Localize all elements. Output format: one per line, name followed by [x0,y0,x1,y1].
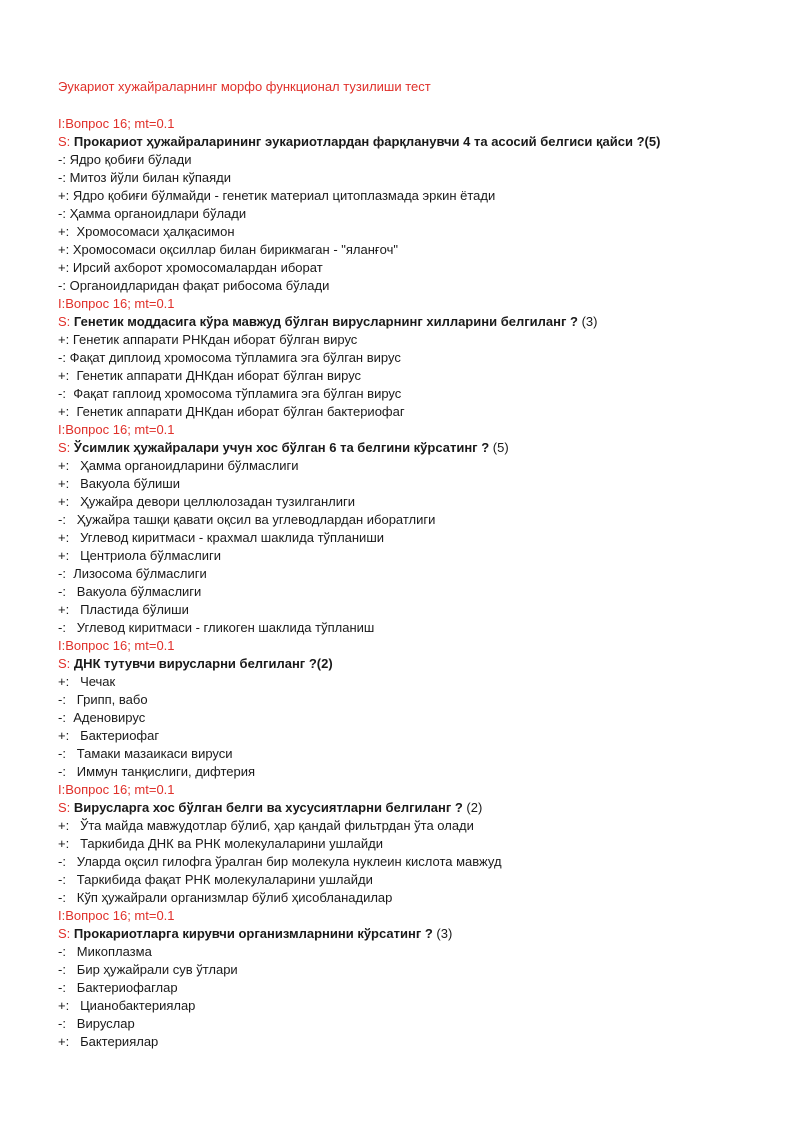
question-s-prefix: S: [58,926,71,941]
answer-marker: +: [58,404,70,419]
answer-marker: -: [58,746,66,761]
answer-marker: +: [58,368,70,383]
answer-option [58,1033,778,1051]
answer-text: Кўп ҳужайрали организмлар бўлиб ҳисобланадилар [69,890,393,905]
answer-option [58,151,778,169]
answer-option [58,673,778,691]
answer-option [58,835,778,853]
question-header: I:Вопрос 16; mt=0.1 [58,782,175,797]
answer-text: Аденовирус [69,710,146,725]
answer-marker: +: [58,476,70,491]
answer-option [58,817,778,835]
answer-marker: +: [58,836,70,851]
answer-option [58,853,778,871]
answer-marker: +: [58,602,70,617]
question-block [58,781,778,907]
answer-marker: -: [58,872,66,887]
answer-option [58,979,778,997]
answer-option [58,691,778,709]
answer-option [58,205,778,223]
answer-text: Углевод киритмаси - гликоген шаклида тўпланиш [69,620,375,635]
answer-option [58,1015,778,1033]
question-line [58,133,778,151]
answer-marker: -: [58,710,66,725]
answer-option [58,349,778,367]
answer-option [58,997,778,1015]
answer-text: Ядро қобиғи бўлмайди - генетик материал цитоплазмада эркин ётади [72,188,496,203]
answer-text: Вакуола бўлиши [72,476,180,491]
question-text: Прокариот ҳужайраларининг эукариотлардан фарқланувчи 4 та асосий белгиси қайси ? [73,134,645,149]
answer-text: Центриола бўлмаслиги [72,548,221,563]
answer-text: Хромосомаси оқсиллар билан бирикмаган - "яланғоч" [72,242,398,257]
question-s-prefix: S: [58,440,71,455]
answer-option [58,601,778,619]
question-text: Генетик моддасига кўра мавжуд бўлган вирусларнинг хилларини белгиланг ? [73,314,578,329]
answer-text: Пластида бўлиши [72,602,189,617]
answer-option [58,187,778,205]
answer-marker: -: [58,350,66,365]
answer-text: Бактериофаг [72,728,160,743]
answer-marker: +: [58,458,70,473]
answer-marker: -: [58,620,66,635]
answer-text: Ҳужайра ташқи қавати оқсил ва углеводлардан иборатлиги [69,512,436,527]
answer-text: Бактериялар [72,1034,159,1049]
answer-marker: -: [58,692,66,707]
answer-marker: -: [58,764,66,779]
question-answer-count: (5) [492,440,509,455]
answer-option [58,259,778,277]
answer-text: Фақат диплоид хромосома тўпламига эга бўлган вирус [69,350,401,365]
answer-option [58,961,778,979]
answer-option [58,529,778,547]
document-page [58,78,778,1051]
question-line [58,925,778,943]
answer-option [58,367,778,385]
answer-text: Генетик аппарати ДНКдан иборат бўлган бактериофаг [72,404,405,419]
question-block [58,115,778,295]
answer-option [58,241,778,259]
answer-marker: +: [58,530,70,545]
answer-text: Вакуола бўлмаслиги [69,584,202,599]
answer-option [58,565,778,583]
answer-text: Микоплазма [69,944,152,959]
question-block [58,295,778,421]
answer-option [58,619,778,637]
answer-text: Тамаки мазаикаси вируси [69,746,233,761]
answer-option [58,709,778,727]
answer-marker: -: [58,206,66,221]
question-line [58,655,778,673]
answer-option [58,277,778,295]
answer-marker: -: [58,566,66,581]
answer-text: Грипп, вабо [69,692,148,707]
answer-marker: -: [58,170,66,185]
answer-option [58,223,778,241]
answer-option [58,763,778,781]
answer-marker: -: [58,584,66,599]
answer-option [58,475,778,493]
answer-marker: +: [58,224,70,239]
question-header: I:Вопрос 16; mt=0.1 [58,908,175,923]
answer-text: Иммун танқислиги, дифтерия [69,764,256,779]
answer-marker: +: [58,494,70,509]
answer-text: Органоидларидан фақат рибосома бўлади [69,278,330,293]
answer-option [58,331,778,349]
question-s-prefix: S: [58,800,71,815]
answer-marker: +: [58,728,70,743]
answer-text: Чечак [72,674,116,689]
answer-marker: -: [58,278,66,293]
answer-text: Хромосомаси ҳалқасимон [72,224,235,239]
question-answer-count: (2) [466,800,483,815]
answer-option [58,493,778,511]
question-header: I:Вопрос 16; mt=0.1 [58,638,175,653]
answer-marker: -: [58,980,66,995]
answer-marker: +: [58,674,70,689]
answer-text: Вируслар [69,1016,135,1031]
question-block [58,637,778,781]
answer-text: Цианобактериялар [72,998,196,1013]
answer-option [58,727,778,745]
answer-marker: -: [58,386,66,401]
question-block [58,907,778,1051]
answer-marker: -: [58,854,66,869]
answer-text: Лизосома бўлмаслиги [69,566,207,581]
answer-option [58,871,778,889]
question-text: ДНК тутувчи вирусларни белгиланг ? [73,656,317,671]
question-header: I:Вопрос 16; mt=0.1 [58,116,175,131]
question-s-prefix: S: [58,656,71,671]
answer-option [58,889,778,907]
question-text: Ўсимлик ҳужайралари учун хос бўлган 6 та белгини кўрсатинг ? [73,440,490,455]
question-line [58,799,778,817]
question-answer-count: (5) [644,134,661,149]
question-answer-count: (3) [581,314,598,329]
answer-text: Углевод киритмаси - крахмал шаклида тўпланиши [72,530,385,545]
question-header: I:Вопрос 16; mt=0.1 [58,296,175,311]
answer-marker: +: [58,998,70,1013]
question-text: Прокариотларга кирувчи организмларнини кўрсатинг ? [73,926,433,941]
question-answer-count: (3) [436,926,453,941]
question-line [58,313,778,331]
question-header: I:Вопрос 16; mt=0.1 [58,422,175,437]
answer-option [58,385,778,403]
question-answer-count: (2) [316,656,333,671]
question-s-prefix: S: [58,134,71,149]
answer-text: Генетик аппарати РНКдан иборат бўлган вирус [72,332,358,347]
answer-marker: -: [58,512,66,527]
answer-marker: -: [58,944,66,959]
answer-option [58,457,778,475]
question-block [58,421,778,637]
answer-text: Ядро қобиғи бўлади [69,152,192,167]
answer-option [58,583,778,601]
answer-marker: -: [58,152,66,167]
answer-marker: +: [58,242,70,257]
answer-text: Ҳужайра девори целлюлозадан тузилганлиги [72,494,356,509]
answer-text: Генетик аппарати ДНКдан иборат бўлган вирус [72,368,362,383]
answer-marker: +: [58,548,70,563]
answer-text: Ўта майда мавжудотлар бўлиб, ҳар қандай фильтрдан ўта олади [72,818,474,833]
answer-marker: +: [58,188,70,203]
document-title: Эукариот хужайраларнинг морфо функционал тузилиши тест [58,79,431,94]
answer-marker: +: [58,1034,70,1049]
answer-marker: -: [58,1016,66,1031]
answer-option [58,169,778,187]
answer-option [58,403,778,421]
answer-marker: -: [58,962,66,977]
answer-marker: -: [58,890,66,905]
answer-text: Ҳамма органоидлари бўлади [69,206,247,221]
answer-text: Митоз йўли билан кўпаяди [69,170,232,185]
answer-marker: +: [58,332,70,347]
answer-text: Ҳамма органоидларини бўлмаслиги [72,458,299,473]
answer-option [58,511,778,529]
question-text: Вирусларга хос бўлган белги ва хусусиятларни белгиланг ? [73,800,463,815]
answer-option [58,943,778,961]
answer-text: Таркибида ДНК ва РНК молекулаларини ушлайди [72,836,383,851]
question-list [58,115,778,1051]
answer-text: Ирсий ахборот хромосомалардан иборат [72,260,323,275]
answer-text: Фақат гаплоид хромосома тўпламига эга бўлган вирус [69,386,402,401]
question-s-prefix: S: [58,314,71,329]
question-line [58,439,778,457]
answer-marker: +: [58,260,70,275]
answer-marker: +: [58,818,70,833]
answer-option [58,547,778,565]
answer-text: Бактериофаглар [69,980,178,995]
answer-option [58,745,778,763]
answer-text: Бир ҳужайрали сув ўтлари [69,962,238,977]
answer-text: Уларда оқсил гилофга ўралган бир молекула нуклеин кислота мавжуд [69,854,502,869]
answer-text: Таркибида фақат РНК молекулаларини ушлайди [69,872,373,887]
